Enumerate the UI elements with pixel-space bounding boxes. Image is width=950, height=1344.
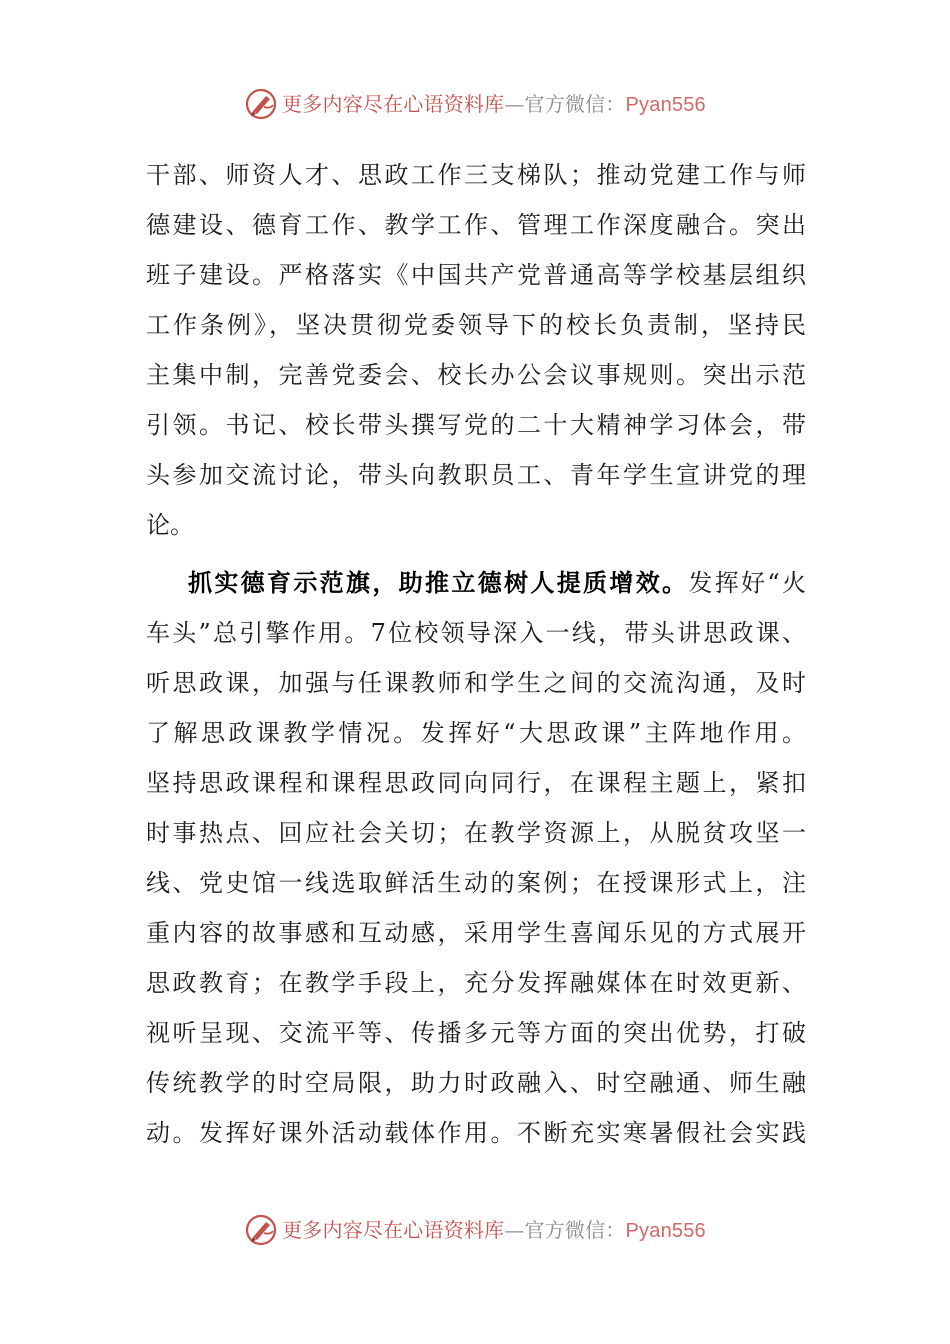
footer-banner-main: 更多内容尽在心语资料库 [282, 1217, 505, 1242]
paragraph-line: 线、党史馆一线选取鲜活生动的案例；在授课形式上，注 [146, 869, 806, 897]
paragraph-gap [146, 550, 806, 558]
footer-banner-id: Pyan556 [625, 1219, 706, 1242]
paragraph-line: 班子建设。严格落实《中国共产党普通高等学校基层组织 [146, 261, 806, 289]
pen-logo-icon [244, 87, 278, 121]
header-banner-text [282, 84, 706, 125]
footer-banner-sep: —官方微信： [504, 1217, 626, 1242]
paragraph-line: 时事热点、回应社会关切；在教学资源上，从脱贫攻坚一 [146, 819, 806, 847]
paragraph-line: 了解思政课教学情况。发挥好“大思政课”主阵地作用。 [146, 719, 806, 747]
paragraph-heading: 抓实德育示范旗，助推立德树人提质增效。 [188, 568, 689, 597]
paragraph-line: 论。 [146, 511, 194, 539]
paragraph-line: 视听呈现、交流平等、传播多元等方面的突出优势，打破 [146, 1019, 806, 1047]
paragraph-line: 坚持思政课程和课程思政同向同行，在课程主题上，紧扣 [146, 769, 806, 797]
footer-banner-text [282, 1210, 706, 1251]
paragraph-line: 车头”总引擎作用。7位校领导深入一线，带头讲思政课、 [146, 619, 806, 647]
pen-logo-icon [244, 1213, 278, 1247]
paragraph-1 [146, 150, 806, 550]
paragraph-line: 干部、师资人才、思政工作三支梯队；推动党建工作与师 [146, 161, 806, 189]
paragraph-line: 引领。书记、校长带头撰写党的二十大精神学习体会，带 [146, 411, 806, 439]
paragraph-line: 工作条例》，坚决贯彻党委领导下的校长负责制，坚持民 [146, 311, 806, 339]
header-banner-sep: —官方微信： [504, 91, 626, 116]
paragraph-line-rest: 发挥好“火 [688, 569, 806, 597]
paragraph-line: 主集中制，完善党委会、校长办公会议事规则。突出示范 [146, 361, 806, 389]
paragraph-2 [146, 558, 806, 1158]
paragraph-line: 重内容的故事感和互动感，采用学生喜闻乐见的方式展开 [146, 919, 806, 947]
paragraph-line: 传统教学的时空局限，助力时政融入、时空融通、师生融 [146, 1069, 806, 1097]
paragraph-line: 动。发挥好课外活动载体作用。不断充实寒暑假社会实践 [146, 1119, 806, 1147]
header-banner-main: 更多内容尽在心语资料库 [282, 91, 505, 116]
header-banner-id: Pyan556 [625, 93, 706, 116]
paragraph-line: 思政教育；在教学手段上，充分发挥融媒体在时效更新、 [146, 969, 806, 997]
paragraph-first-line [146, 558, 806, 608]
document-body [146, 150, 806, 1158]
header-banner [0, 84, 950, 124]
footer-banner [0, 1210, 950, 1250]
paragraph-line: 德建设、德育工作、教学工作、管理工作深度融合。突出 [146, 211, 806, 239]
paragraph-line: 听思政课，加强与任课教师和学生之间的交流沟通，及时 [146, 669, 806, 697]
paragraph-line: 头参加交流讨论，带头向教职员工、青年学生宣讲党的理 [146, 461, 806, 489]
